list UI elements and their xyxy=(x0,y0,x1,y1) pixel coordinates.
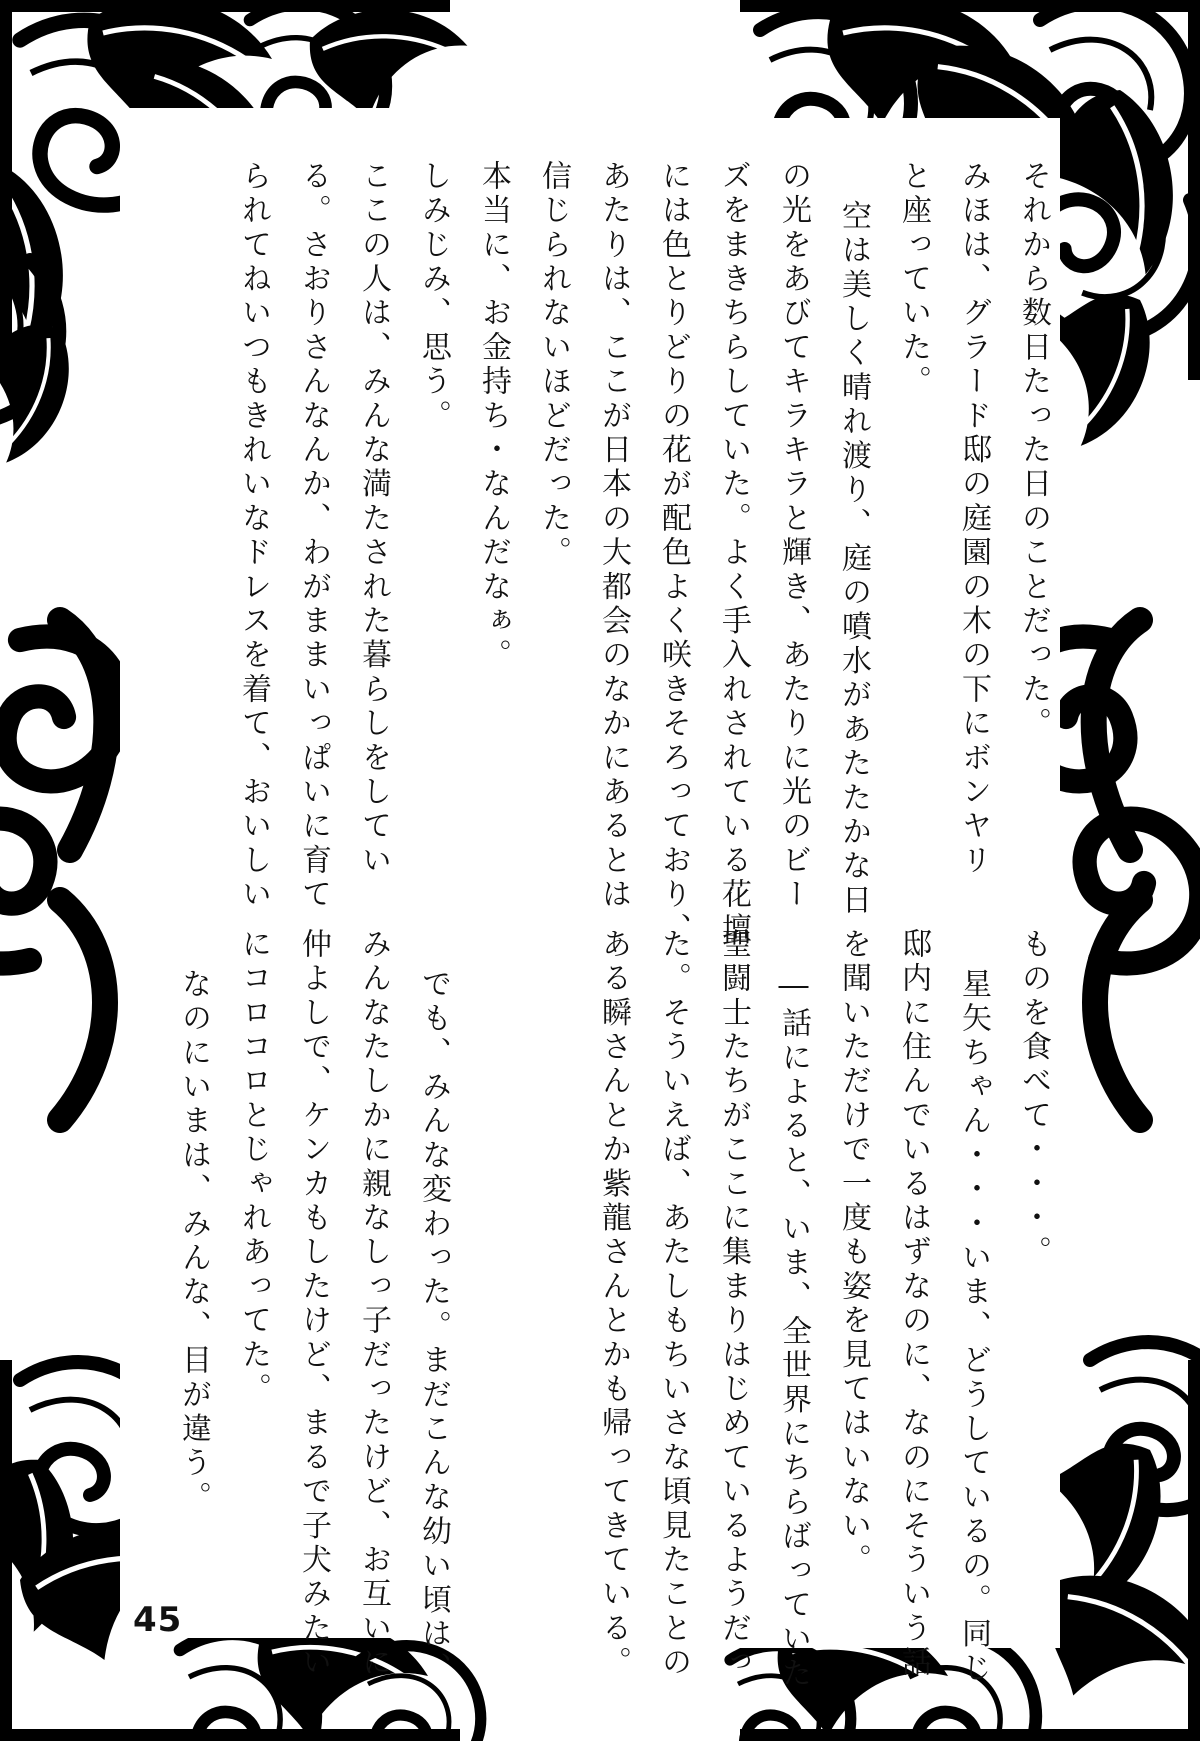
text-column: ズをまきちらしていた。よく手入れされている花壇 xyxy=(716,160,751,947)
text-column: みほは、グラード邸の庭園の木の下にボンヤリ xyxy=(956,160,991,879)
text-column: る。さおりさんなんか、わがままいっぱいに育て xyxy=(296,160,331,913)
text-column: ものを食べて・・・。 xyxy=(1016,928,1051,1270)
text-column: た。そういえば、あたしもちいさな頃見たことの xyxy=(656,928,691,1681)
text-column: ここの人は、みんな満たされた暮らしをしてい xyxy=(356,160,391,879)
text-column: られてねいつもきれいなドレスを着て、おいしい xyxy=(236,160,271,913)
text-column: 邸内に住んでいるはずなのに、なのにそういう話 xyxy=(896,928,931,1681)
text-column: みんなたしかに親なしっ子だったけど、お互いに xyxy=(356,928,391,1681)
text-column: それから数日たった日のことだった。 xyxy=(1016,160,1051,742)
text-column: ある瞬さんとか紫龍さんとかも帰ってきている。 xyxy=(596,928,631,1681)
ornament-left-middle xyxy=(0,620,121,1120)
text-column: 空は美しく晴れ渡り、庭の噴水があたたかな日 xyxy=(836,200,871,919)
text-column: 聖闘士たちがここに集まりはじめているようだっ xyxy=(716,928,751,1681)
text-column: しみじみ、思う。 xyxy=(416,160,451,434)
text-column: ―話によると、いま、全世界にちらばっていた xyxy=(776,968,811,1692)
page-number: 45 xyxy=(133,1600,183,1640)
text-column: を聞いただけで一度も姿を見てはいない。 xyxy=(836,928,871,1578)
text-column: の光をあびてキラキラと輝き、あたりに光のビー xyxy=(776,160,811,913)
text-column: にコロコロとじゃれあってた。 xyxy=(236,928,271,1407)
text-column: と座っていた。 xyxy=(896,160,931,400)
text-column: 星矢ちゃん・・・いま、どうしているの。同じ xyxy=(956,968,991,1687)
text-column: なのにいまは、みんな、目が違う。 xyxy=(176,968,211,1516)
text-column: 本当に、お金持ち・なんだなぁ。 xyxy=(476,160,511,673)
text-column: 信じられないほどだった。 xyxy=(536,160,571,571)
text-column: には色とりどりの花が配色よく咲きそろっており、 xyxy=(656,160,691,947)
text-column: あたりは、ここが日本の大都会のなかにあるとは xyxy=(596,160,631,913)
text-column: でも、みんな変わった。まだこんな幼い頃は、 xyxy=(416,968,451,1687)
text-column: 仲よしで、ケンカもしたけど、まるで子犬みたい xyxy=(296,928,331,1681)
